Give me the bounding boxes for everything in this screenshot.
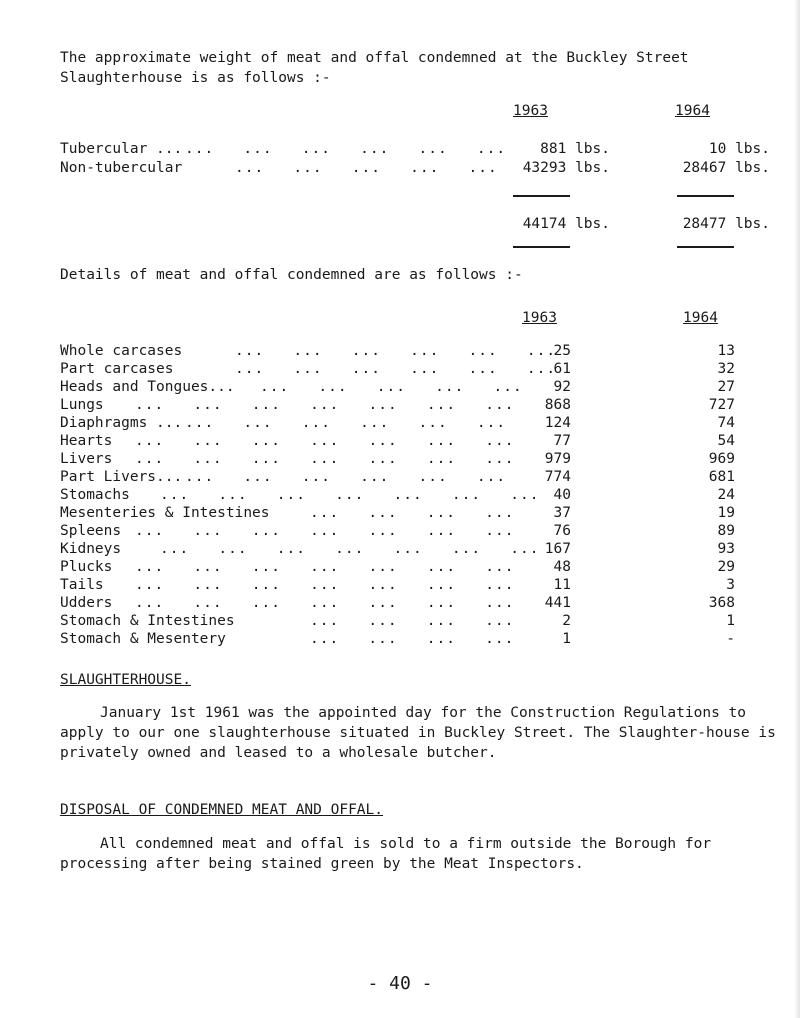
details-row-1963: 774 — [544, 469, 571, 485]
rule — [513, 246, 570, 248]
details-row — [0, 523, 800, 541]
details-row-1963: 167 — [544, 541, 571, 557]
details-row-label: Whole carcases — [60, 343, 183, 359]
details-row — [0, 631, 800, 649]
details-row-label: Heads and Tongues... — [60, 379, 235, 395]
details-row-1963: 979 — [544, 451, 571, 467]
details-row-1964: 54 — [717, 433, 735, 449]
details-row — [0, 361, 800, 379]
details-row — [0, 595, 800, 613]
details-row-1963: 124 — [544, 415, 571, 431]
details-row-1964: 89 — [717, 523, 735, 539]
details-row-label: Diaphragms ... — [60, 415, 183, 431]
details-row-label: Kidneys — [60, 541, 122, 557]
details-row — [0, 433, 800, 451]
details-row-label: Stomachs — [60, 487, 130, 503]
slaughterhouse-paragraph — [60, 703, 780, 763]
weights-row — [0, 160, 800, 178]
details-row — [0, 469, 800, 487]
details-row-1964: 24 — [717, 487, 735, 503]
weights-year-1964: 1964 — [675, 103, 710, 119]
leader-dots: ... ... ... ... — [310, 613, 515, 629]
leader-dots: ... ... ... ... ... ... — [235, 361, 557, 377]
details-row-label: Livers — [60, 451, 113, 467]
details-row-1964: 1 — [726, 613, 735, 629]
weights-row-1964: 28467 lbs. — [682, 160, 770, 176]
details-row-label: Stomach & Mesentery — [60, 631, 226, 647]
leader-dots: ... ... ... ... ... ... ... — [135, 595, 515, 611]
details-row-label: Part carcases — [60, 361, 174, 377]
details-row — [0, 577, 800, 595]
leader-dots: ... ... ... ... ... ... — [185, 141, 507, 157]
details-row — [0, 559, 800, 577]
details-row — [0, 451, 800, 469]
weights-year-1963: 1963 — [513, 103, 548, 119]
details-row-1964: 27 — [717, 379, 735, 395]
leader-dots: ... ... ... ... ... ... ... — [135, 433, 515, 449]
details-row-label: Hearts — [60, 433, 113, 449]
details-row-1964: 13 — [717, 343, 735, 359]
leader-dots: ... ... ... ... — [310, 505, 515, 521]
details-row-1963: 37 — [553, 505, 571, 521]
details-row-1964: 969 — [708, 451, 735, 467]
details-row-1963: 868 — [544, 397, 571, 413]
details-row-1963: 1 — [562, 631, 571, 647]
rule — [513, 195, 570, 197]
leader-dots: ... ... ... ... ... ... ... — [135, 577, 515, 593]
details-row-1963: 76 — [553, 523, 571, 539]
details-row-1963: 61 — [553, 361, 571, 377]
rule — [677, 195, 734, 197]
leader-dots: ... ... ... ... ... ... ... — [135, 559, 515, 575]
details-row-1964: 368 — [708, 595, 735, 611]
leader-dots: ... ... ... ... ... ... — [185, 469, 507, 485]
details-intro: Details of meat and offal condemned are as follows :- — [60, 267, 523, 283]
details-row-1963: 11 — [553, 577, 571, 593]
leader-dots: ... ... ... ... ... ... ... — [135, 451, 515, 467]
details-row — [0, 343, 800, 361]
weights-row-1964: 10 lbs. — [708, 141, 770, 157]
disposal-heading: DISPOSAL OF CONDEMNED MEAT AND OFFAL. — [60, 802, 384, 818]
weights-row-label: Tubercular ... — [60, 141, 183, 157]
leader-dots: ... ... ... ... ... ... — [235, 343, 557, 359]
details-row-1964: 727 — [708, 397, 735, 413]
page-number: - 40 - — [367, 973, 433, 994]
details-row-label: Spleens — [60, 523, 122, 539]
details-row-label: Mesenteries & Intestines — [60, 505, 270, 521]
weights-row-1963: 881 lbs. — [540, 141, 610, 157]
weights-row-label: Non-tubercular — [60, 160, 183, 176]
details-row-1963: 77 — [553, 433, 571, 449]
details-row-1964: 74 — [717, 415, 735, 431]
slaughterhouse-heading: SLAUGHTERHOUSE. — [60, 672, 191, 688]
weights-total-1963: 44174 lbs. — [522, 216, 610, 232]
leader-dots: ... ... ... ... ... — [235, 160, 498, 176]
details-row — [0, 505, 800, 523]
weights-row-1963: 43293 lbs. — [522, 160, 610, 176]
disposal-paragraph — [60, 834, 780, 874]
leader-dots: ... ... ... ... ... ... ... — [135, 523, 515, 539]
details-row-label: Plucks — [60, 559, 113, 575]
details-row-label: Udders — [60, 595, 113, 611]
details-row-1963: 48 — [553, 559, 571, 575]
details-row — [0, 541, 800, 559]
details-row-label: Tails — [60, 577, 104, 593]
details-row-1964: 29 — [717, 559, 735, 575]
leader-dots: ... ... ... ... — [310, 631, 515, 647]
details-row-1964: 32 — [717, 361, 735, 377]
details-row-label: Lungs — [60, 397, 104, 413]
details-row-1964: 19 — [717, 505, 735, 521]
page-edge-shadow — [794, 0, 800, 1018]
leader-dots: ... ... ... ... ... ... — [185, 415, 507, 431]
details-row-label: Part Livers... — [60, 469, 183, 485]
details-row-1963: 441 — [544, 595, 571, 611]
leader-dots: ... ... ... ... ... — [260, 379, 523, 395]
details-row-1963: 40 — [553, 487, 571, 503]
details-row-1964: 93 — [717, 541, 735, 557]
details-year-1963: 1963 — [522, 310, 557, 326]
details-row-1963: 25 — [553, 343, 571, 359]
disposal-text: All condemned meat and offal is sold to a firm outside the Borough for processing after being stained green by the Meat Inspectors. — [60, 836, 712, 872]
weights-total-1964: 28477 lbs. — [682, 216, 770, 232]
details-row-1964: 3 — [726, 577, 735, 593]
weight-intro: The approximate weight of meat and offal condemned at the Buckley Street Slaughterhouse is as follows :- — [60, 50, 689, 86]
slaughterhouse-text: January 1st 1961 was the appointed day for the Construction Regulations to apply to our one slaughterhouse situated in Buckley Street. The Slaughter-house is privately owned and leased to a wholesale butcher. — [60, 705, 776, 761]
details-row — [0, 415, 800, 433]
details-row-1964: 681 — [708, 469, 735, 485]
details-row — [0, 613, 800, 631]
details-row-1964: - — [726, 631, 735, 647]
weights-row — [0, 141, 800, 159]
details-row — [0, 487, 800, 505]
details-row — [0, 379, 800, 397]
leader-dots: ... ... ... ... ... ... ... — [160, 487, 540, 503]
details-row — [0, 397, 800, 415]
leader-dots: ... ... ... ... ... ... ... — [160, 541, 540, 557]
details-row-1963: 92 — [553, 379, 571, 395]
leader-dots: ... ... ... ... ... ... ... — [135, 397, 515, 413]
rule — [677, 246, 734, 248]
details-year-1964: 1964 — [683, 310, 718, 326]
details-row-1963: 2 — [562, 613, 571, 629]
details-row-label: Stomach & Intestines — [60, 613, 235, 629]
